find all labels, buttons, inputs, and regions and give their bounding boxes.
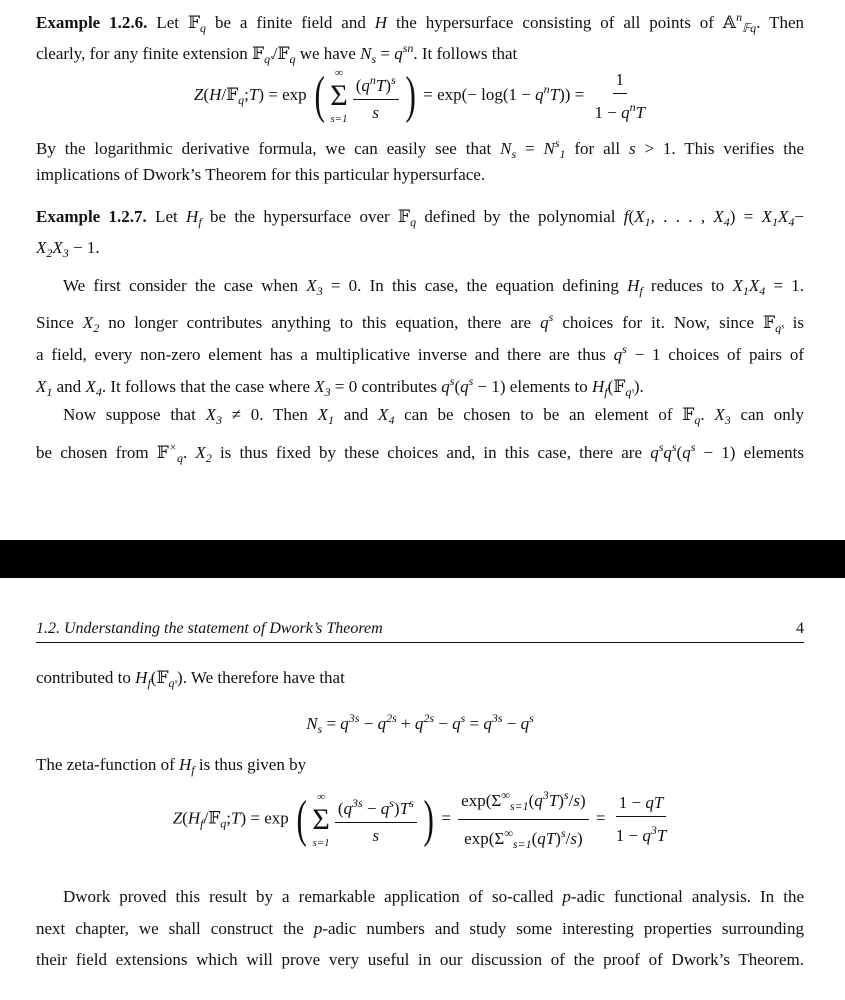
math-text: 4	[723, 215, 730, 229]
math-text: s	[372, 826, 380, 845]
math-text: 1	[328, 413, 335, 427]
math-text: qT	[537, 829, 556, 848]
math-text: s	[449, 374, 455, 388]
math-text: 2s	[386, 711, 397, 725]
math-text: s=1	[509, 799, 529, 813]
math-text: ) =	[729, 207, 762, 226]
math-text: f	[198, 215, 202, 229]
math-text: X	[205, 405, 216, 424]
math-text: we have	[295, 44, 361, 63]
math-text: q	[441, 377, 450, 396]
math-text: can only	[730, 405, 805, 424]
math-text: clearly, for any finite extension 𝔽	[36, 44, 265, 63]
math-text: (	[355, 75, 362, 95]
text-line	[36, 369, 804, 404]
math-text: (	[296, 790, 307, 848]
math-text: H	[591, 377, 605, 396]
math-text: H	[209, 84, 222, 104]
math-text: for all	[565, 139, 629, 158]
math-text: , . . . ,	[650, 207, 714, 226]
math-text: s	[560, 826, 566, 840]
math-text: -adic functional analysis. In the	[570, 887, 804, 906]
math-text: (𝔽	[607, 377, 626, 396]
math-text: s	[570, 829, 577, 848]
math-text: H	[374, 13, 388, 32]
math-text: 2	[93, 321, 100, 335]
math-text: By the logarithmic derivative formula, we can easily see that	[36, 139, 501, 158]
zeta-formula-hf	[0, 784, 845, 855]
upper-limit: ∞	[335, 67, 343, 79]
math-text: (	[203, 84, 210, 104]
math-text: s	[690, 440, 696, 454]
math-text: f	[623, 207, 629, 226]
math-text: s	[460, 711, 466, 725]
math-text: 2s	[423, 711, 434, 725]
math-text: s	[573, 791, 580, 810]
math-text: (	[454, 377, 461, 396]
math-text: X	[317, 405, 329, 424]
math-text: is	[783, 313, 804, 332]
math-text: =	[465, 714, 484, 733]
math-text: X	[732, 276, 743, 295]
math-text: T	[549, 84, 560, 104]
math-text: next chapter, we shall construct the	[36, 919, 314, 938]
math-text: /𝔽	[272, 44, 290, 63]
math-text: (	[314, 67, 325, 124]
denominator	[369, 100, 382, 124]
math-text: (𝔽	[150, 668, 169, 687]
math-text: = exp(− log(1 −	[419, 84, 536, 104]
math-text: exp(Σ	[461, 791, 502, 810]
numerator	[616, 792, 667, 817]
math-text: X	[378, 405, 389, 424]
math-text: X	[85, 377, 96, 396]
math-text: Z	[172, 808, 183, 828]
math-text: 3	[324, 385, 331, 399]
math-text: X	[714, 405, 725, 424]
math-text: be a finite field and	[206, 13, 375, 32]
math-text: 1	[615, 69, 625, 89]
ns-formula	[36, 706, 804, 741]
denominator	[461, 820, 585, 855]
math-text: 1 −	[594, 102, 622, 122]
math-text: ) = exp	[258, 84, 311, 104]
math-text: -adic numbers and study some interesting properties surrounding	[322, 919, 804, 938]
math-text: q	[682, 443, 691, 462]
math-text: s	[622, 342, 627, 356]
math-text: s	[372, 102, 379, 122]
math-text: T	[399, 799, 410, 818]
math-text: q	[377, 714, 387, 733]
math-text: is thus given by	[194, 755, 307, 774]
math-text: T	[656, 826, 667, 845]
text-line	[36, 666, 804, 695]
math-text: X	[634, 207, 645, 226]
sigma-symbol: Σ	[330, 79, 348, 112]
math-text: /𝔽	[203, 808, 221, 828]
section-title: 1.2. Understanding the statement of Dwork’s Theorem	[36, 620, 383, 637]
text-line	[36, 305, 804, 340]
text-line	[36, 753, 804, 782]
math-text: q	[642, 826, 651, 845]
math-text: q	[534, 791, 543, 810]
math-text: 1	[644, 215, 651, 229]
math-text: ∞	[504, 826, 513, 840]
math-text: T	[231, 808, 241, 828]
math-text: 3s	[351, 796, 363, 810]
math-text: X	[713, 207, 724, 226]
math-text: ×	[168, 440, 177, 454]
text-line	[36, 163, 804, 187]
text-line	[36, 948, 804, 972]
math-text: )	[385, 75, 391, 95]
math-text: −	[359, 714, 378, 733]
math-text: X	[52, 238, 63, 257]
math-text: =	[591, 808, 610, 828]
math-text: T	[248, 84, 259, 104]
math-text: We first consider the case when	[63, 276, 307, 295]
math-text: q	[663, 443, 672, 462]
math-text: 3	[650, 823, 657, 837]
math-text: q	[343, 799, 352, 818]
math-text: X	[748, 276, 760, 295]
math-text: f	[639, 284, 643, 298]
math-text: their field extensions which will prove very useful in our discussion of the proof of Dwork’s Theorem.	[36, 950, 804, 969]
math-text: (	[676, 443, 683, 462]
math-text: 1	[559, 147, 566, 161]
math-text: N	[543, 139, 555, 158]
fraction	[335, 792, 417, 847]
math-text: s	[389, 796, 394, 810]
math-text: no longer contributes anything to this equation, there are	[99, 313, 541, 332]
numerator	[353, 69, 399, 100]
math-text: T	[635, 102, 646, 122]
math-text: T	[375, 75, 386, 95]
math-text: H	[179, 755, 192, 774]
math-text: . Then	[756, 13, 804, 32]
math-text: is thus fixed by these choices and, in this case, there are	[211, 443, 651, 462]
math-text: (	[628, 207, 635, 226]
math-text: q	[200, 21, 207, 35]
math-text: s	[563, 788, 569, 802]
math-text: −	[794, 207, 805, 226]
math-text: q	[535, 84, 544, 104]
math-text: ;	[226, 808, 231, 828]
math-text: implications of Dwork’s Theorem for this particular hypersurface.	[36, 165, 486, 184]
math-text: ). We therefore have that	[177, 668, 345, 687]
math-text: −	[362, 799, 381, 818]
math-text: − 1) elements to	[473, 377, 592, 396]
math-text: n	[543, 81, 550, 96]
math-text: Since	[36, 313, 83, 332]
math-text: Example 1.2.7.	[36, 207, 147, 226]
math-text: (	[337, 799, 344, 818]
lower-limit: s=1	[330, 113, 348, 125]
math-text: and	[52, 377, 86, 396]
math-text: q	[394, 44, 403, 63]
math-text: 2	[46, 246, 53, 260]
math-text: )	[579, 791, 586, 810]
math-text: X	[778, 207, 789, 226]
math-text: )	[423, 790, 434, 848]
math-text: defined by the polynomial	[416, 207, 624, 226]
math-text: N	[360, 44, 372, 63]
math-text: +	[396, 714, 415, 733]
math-text: s	[628, 139, 636, 158]
math-text: ;	[244, 84, 249, 104]
fraction	[353, 69, 399, 124]
math-text: q	[176, 451, 183, 465]
math-text: q	[452, 714, 461, 733]
math-text: s	[317, 722, 323, 736]
math-text: X	[195, 443, 206, 462]
math-text: 4	[788, 215, 795, 229]
math-text: f	[191, 763, 195, 777]
math-text: =	[437, 808, 456, 828]
math-text: 3s	[348, 711, 360, 725]
math-text: X	[761, 207, 773, 226]
example-1-2-6-line	[36, 5, 804, 40]
math-text: Let	[146, 207, 187, 226]
math-text: q	[650, 443, 659, 462]
math-text: 1 −	[615, 826, 643, 845]
math-text: s	[409, 796, 414, 810]
math-text: H	[186, 207, 199, 226]
math-text: 3	[316, 284, 323, 298]
math-text: Z	[193, 84, 204, 104]
math-text: (	[528, 791, 535, 810]
math-text: f	[604, 385, 608, 399]
text-line	[36, 274, 804, 303]
math-text: X	[314, 377, 325, 396]
math-text: q	[621, 102, 630, 122]
math-text: q	[380, 799, 390, 818]
math-text: n	[736, 10, 743, 24]
math-text: q	[613, 345, 623, 364]
math-text: q	[340, 714, 349, 733]
math-text: /	[568, 791, 574, 810]
math-text: . It follows that the case where	[101, 377, 315, 396]
math-text: can be chosen to be an element of 𝔽	[394, 405, 695, 424]
math-text: 1 −	[618, 793, 646, 812]
math-text: H	[187, 808, 201, 828]
fraction	[592, 69, 649, 124]
math-text: 1	[46, 385, 53, 399]
math-text: (	[531, 829, 538, 848]
math-text: T	[548, 791, 559, 810]
math-text: s	[468, 374, 474, 388]
math-text: qˢ	[775, 321, 784, 335]
math-text: q	[520, 714, 530, 733]
math-text: . It follows that	[413, 44, 518, 63]
math-text: q	[460, 377, 469, 396]
math-text: 4	[388, 413, 395, 427]
math-text: 1	[742, 284, 749, 298]
math-text: n	[629, 99, 636, 114]
math-text: f	[200, 816, 204, 831]
math-text: X	[36, 377, 47, 396]
math-text: p	[313, 919, 323, 938]
math-text: q	[483, 714, 492, 733]
math-text: 𝔽q	[742, 21, 757, 35]
fraction	[613, 792, 670, 847]
math-text: sn	[402, 41, 414, 55]
math-text: q	[361, 75, 370, 95]
math-text: H	[627, 276, 640, 295]
math-text: q	[694, 413, 701, 427]
math-text: choices for it. Now, since 𝔽	[553, 313, 776, 332]
math-text: − 1.	[68, 238, 100, 257]
math-text: Let 𝔽	[147, 13, 201, 32]
math-text: H	[135, 668, 148, 687]
math-text: − 1 choices of pairs of	[626, 345, 804, 364]
math-text: exp(Σ	[464, 829, 505, 848]
math-text: N	[306, 714, 318, 733]
math-text: q	[220, 816, 227, 831]
math-text: Dwork proved this result by a remarkable application of so-called	[63, 887, 563, 906]
math-text: s	[548, 310, 554, 324]
math-text: =	[516, 139, 544, 158]
math-text: f	[147, 676, 151, 690]
math-text: (	[182, 808, 188, 828]
math-text: = 0. In this case, the equation defining	[322, 276, 628, 295]
summation	[312, 790, 329, 850]
math-text: contributed to	[36, 668, 136, 687]
math-text: −	[434, 714, 453, 733]
math-text: 3	[542, 788, 549, 802]
text-line	[36, 917, 804, 941]
math-text: ) = exp	[240, 808, 294, 828]
math-text: ≠ 0. Then	[221, 405, 318, 424]
text-line	[36, 885, 804, 909]
math-text: 1	[772, 215, 779, 229]
math-text: q	[540, 313, 549, 332]
text-line	[36, 236, 804, 265]
math-text: q	[238, 92, 245, 107]
math-text: > 1. This verifies the	[635, 139, 804, 158]
lower-limit: s=1	[312, 836, 330, 849]
math-text: )) =	[559, 84, 589, 104]
math-text: X	[306, 276, 317, 295]
math-text: s=1	[512, 837, 532, 851]
math-text: be the hypersurface over 𝔽	[201, 207, 411, 226]
math-text: = 1.	[765, 276, 805, 295]
math-text: n	[369, 72, 376, 87]
math-text: Now suppose that	[63, 405, 206, 424]
math-text: s	[658, 440, 664, 454]
math-text: the hypersurface consisting of all points of 𝔸	[387, 13, 737, 32]
math-text: s	[529, 711, 534, 725]
math-text: 3	[215, 413, 222, 427]
page-number: 4	[796, 620, 804, 637]
math-text: qˢ	[168, 676, 178, 690]
denominator	[613, 817, 670, 847]
math-text: 3	[62, 246, 69, 260]
page-separator	[0, 540, 845, 578]
math-text: = 0 contributes	[330, 377, 442, 396]
numerator	[458, 784, 588, 820]
text-line	[36, 337, 804, 367]
math-text: a field, every non-zero element has a multiplicative inverse and there are thus	[36, 345, 614, 364]
running-header	[36, 620, 804, 643]
denominator	[592, 94, 649, 124]
math-text: The zeta-function of	[36, 755, 180, 774]
math-text: /	[565, 829, 571, 848]
math-text: =	[376, 44, 395, 63]
math-text: s	[671, 440, 677, 454]
upper-limit: ∞	[317, 790, 325, 803]
summation	[330, 66, 347, 126]
math-text: )	[576, 829, 583, 848]
math-text: q	[414, 714, 424, 733]
math-text: q	[289, 52, 296, 66]
text-line	[36, 131, 804, 166]
math-text: =	[322, 714, 341, 733]
math-text: )	[558, 791, 564, 810]
math-text: )	[405, 67, 416, 124]
math-text: .	[700, 405, 715, 424]
fraction	[458, 784, 588, 855]
math-text: Example 1.2.6.	[36, 13, 148, 32]
text-line	[36, 435, 804, 470]
numerator	[613, 69, 628, 94]
math-text: p	[562, 887, 571, 906]
math-text: − 1) elements	[695, 443, 805, 462]
math-text: qˢ	[264, 52, 273, 66]
zeta-formula-h	[0, 66, 845, 126]
sigma-symbol: Σ	[312, 802, 330, 836]
math-text: )	[393, 799, 400, 818]
math-text: s	[511, 147, 517, 161]
denominator	[369, 823, 382, 847]
math-text: q	[410, 215, 417, 229]
math-text: s	[554, 136, 560, 150]
math-text: be chosen from 𝔽	[36, 443, 169, 462]
math-text: 4	[759, 284, 766, 298]
math-text: s	[391, 72, 396, 87]
math-text: 3s	[491, 711, 503, 725]
math-text: ).	[633, 377, 644, 396]
example-1-2-7-line	[36, 205, 804, 234]
numerator	[335, 792, 417, 823]
math-text: X	[82, 313, 94, 332]
text-line	[36, 403, 804, 432]
math-text: qT	[645, 793, 664, 812]
math-text: −	[502, 714, 521, 733]
math-text: )	[555, 829, 561, 848]
math-text: X	[36, 238, 47, 257]
math-text: and	[334, 405, 379, 424]
math-text: .	[182, 443, 196, 462]
math-text: 2	[205, 451, 212, 465]
math-text: 3	[724, 413, 731, 427]
math-text: qˢ	[625, 385, 634, 399]
math-text: reduces to	[642, 276, 733, 295]
math-text: 4	[95, 385, 102, 399]
math-text: /𝔽	[221, 84, 239, 104]
math-text: N	[500, 139, 512, 158]
math-text: ∞	[501, 788, 510, 802]
math-text: s	[371, 52, 377, 66]
